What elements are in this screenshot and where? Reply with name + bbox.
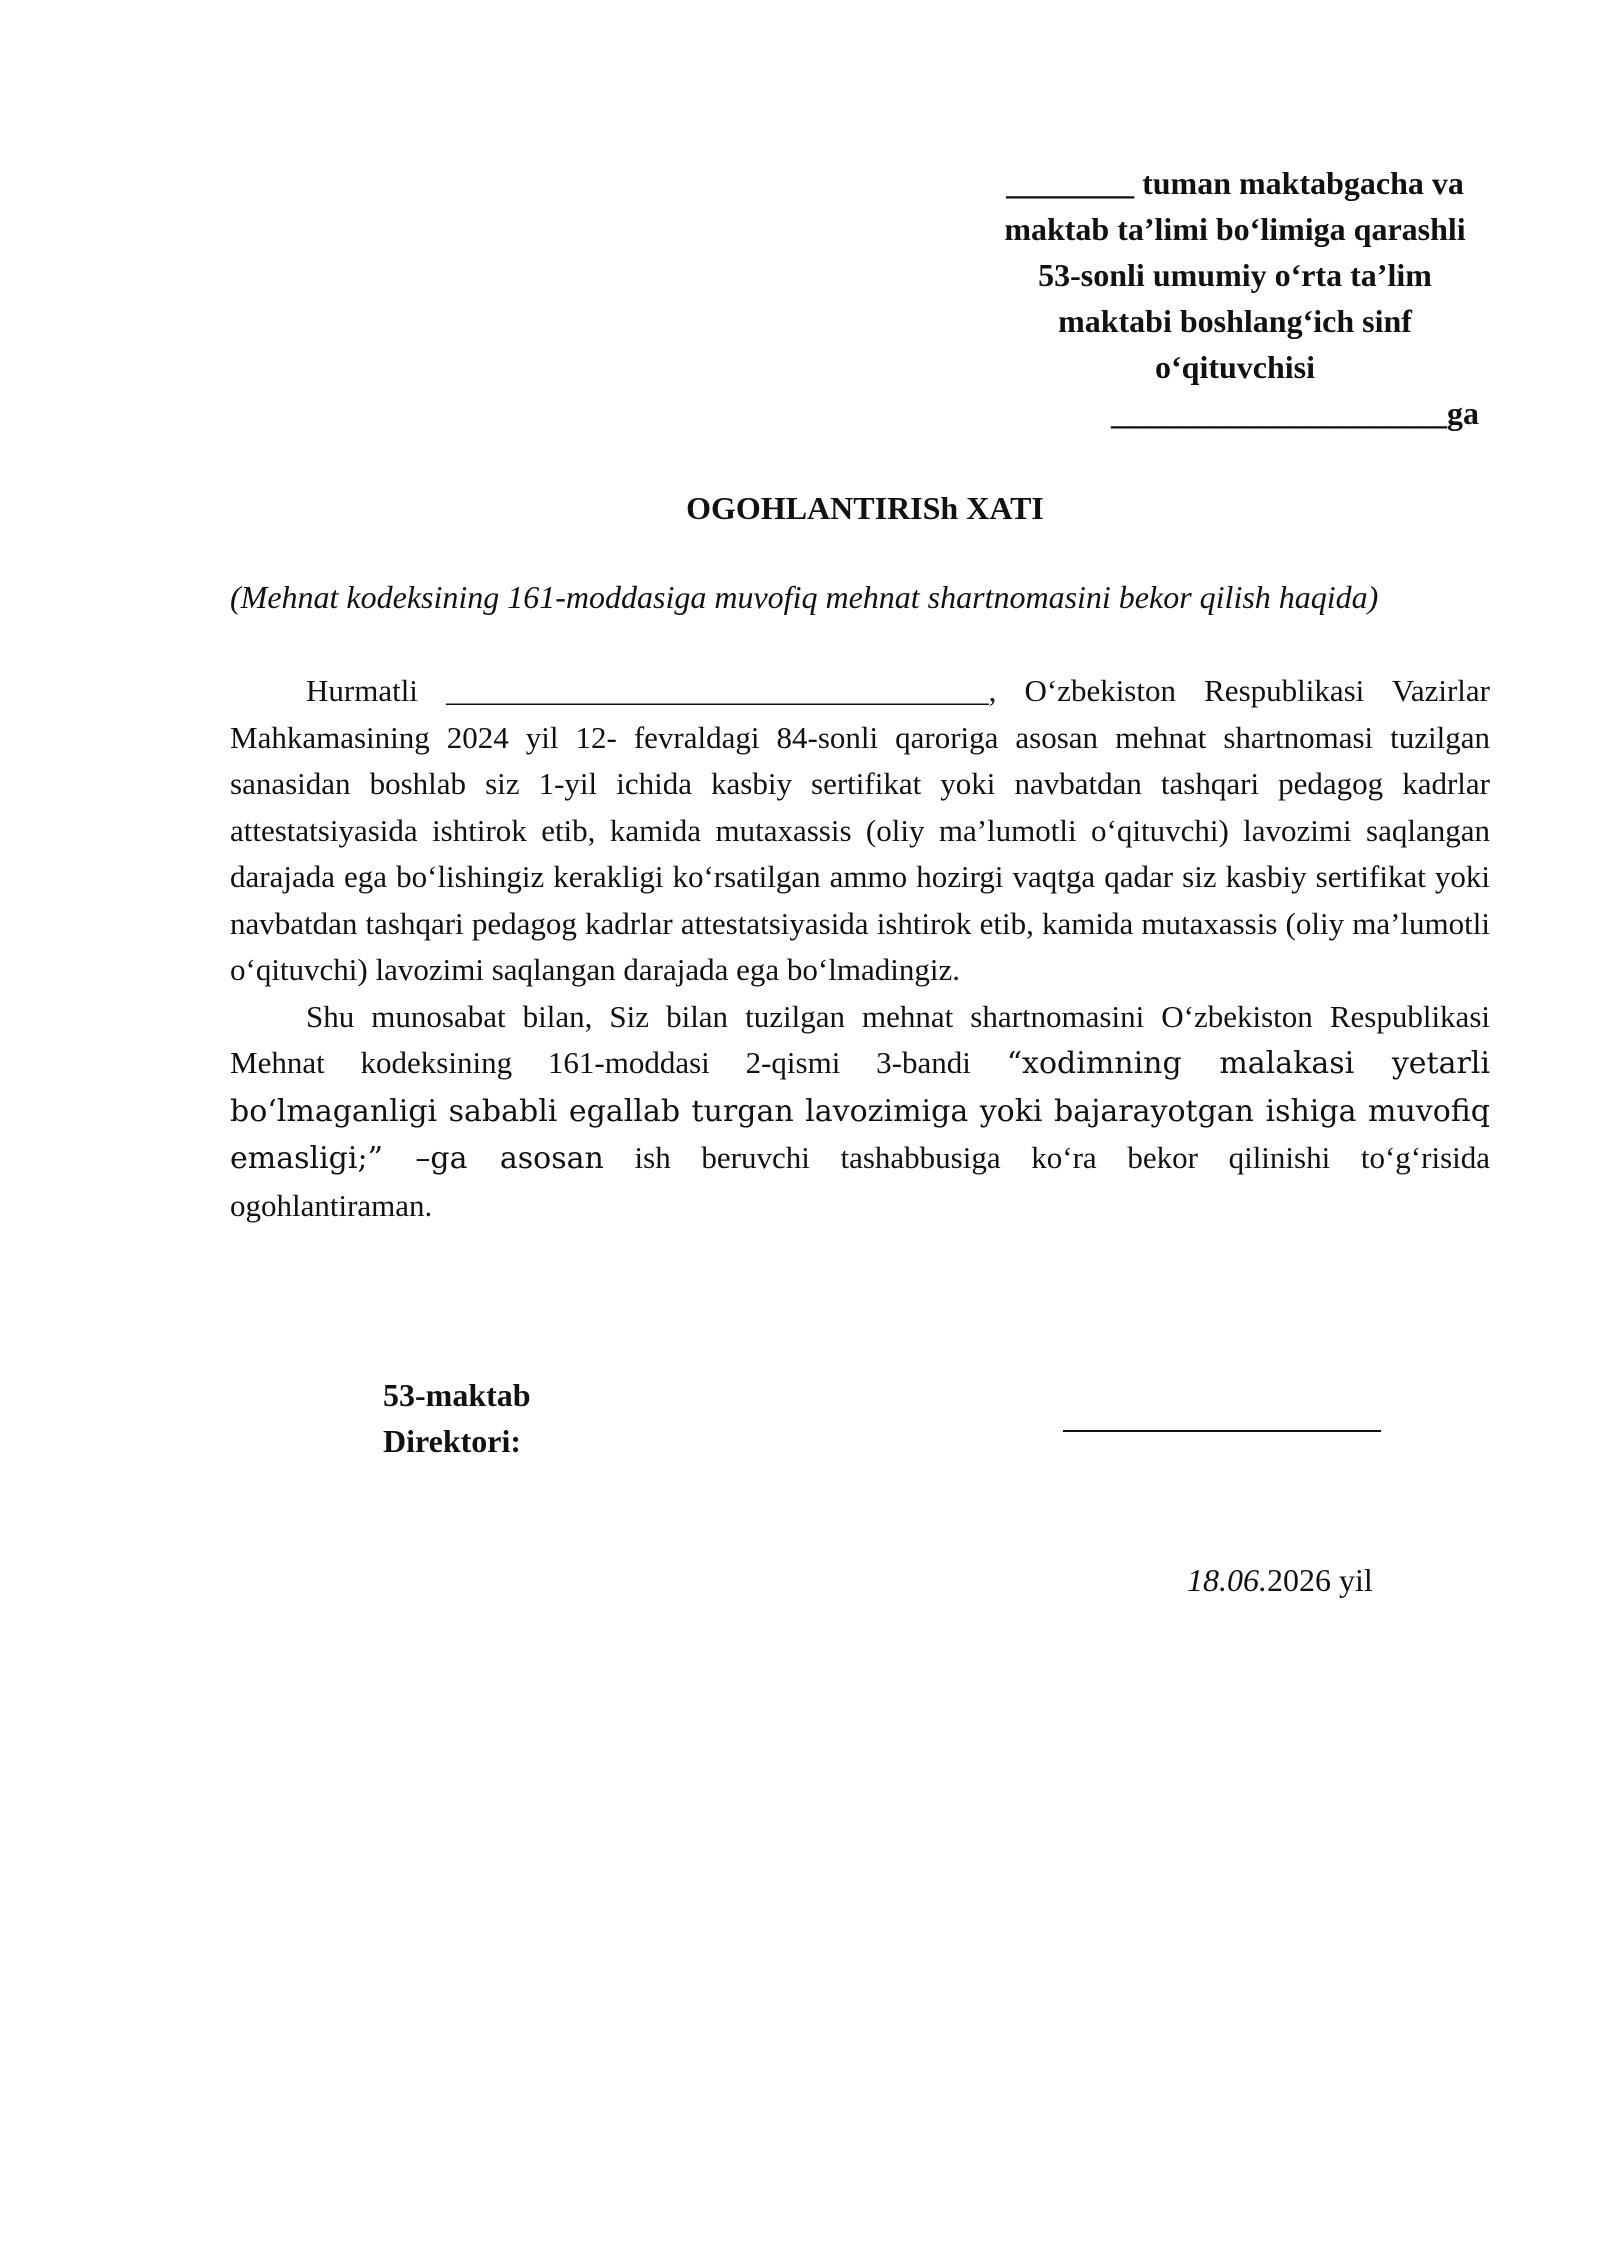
date-day-month: 18.06. [1187,1562,1267,1598]
signatory-block [383,1372,531,1464]
date-year: 2026 yil [1267,1562,1373,1598]
addressee-line-3: 53-sonli umumiy o‘rta ta’lim [1038,257,1432,293]
legal-quote: “xodimning malakasi yetarli bo‘lmaganligi sababli egallab turgan lavozimiga yoki bajarayotgan ishiga muvofiq emasligi;” –ga asosan [230,1046,1490,1176]
letter-body [230,668,1490,1229]
addressee-line-4: maktabi boshlang‘ich sinf [1058,303,1412,339]
addressee-block [955,160,1515,436]
addressee-line-1: ________ tuman maktabgacha va [1006,165,1464,201]
signatory-org: 53-maktab [383,1377,531,1413]
body-paragraph-1: Hurmatli ___________________________________, O‘zbekiston Respublikasi Vazirlar Mahkamasining 2024 yil 12- fevraldagi 84-sonli qaroriga asosan mehnat shartnomasi tuzilgan sanasidan boshlab siz 1-yil ichida kasbiy sertifikat yoki navbatdan tashqari pedagog kadrlar attestatsiyasida ishtirok etib, kamida mutaxassis (oliy ma’lumotli o‘qituvchi) lavozimi saqlangan darajada ega bo‘lishingiz kerakligi ko‘rsatilgan ammo hozirgi vaqtga qadar siz kasbiy sertifikat yoki navbatdan tashqari pedagog kadrlar attestatsiyasida ishtirok etib, kamida mutaxassis (oliy ma’lumotli o‘qituvchi) lavozimi saqlangan darajada ega bo‘lmadingiz. [230,673,1490,987]
signatory-position: Direktori: [383,1423,522,1459]
addressee-name-blank: _____________________ga [1111,395,1479,431]
document-subtitle: (Mehnat kodeksining 161-moddasiga muvofiq mehnat shartnomasini bekor qilish haqida) [230,579,1379,615]
document-title: OGOHLANTIRISh XATI [686,490,1044,526]
signature-line [1063,1430,1381,1432]
body-paragraph-2 [230,994,1490,1230]
paragraph-2-end: ish beruvchi tashabbusiga ko‘ra bekor qilinishi to‘g‘risida ogohlantiraman. [230,1140,1490,1223]
addressee-line-2: maktab ta’limi bo‘limiga qarashli [1004,211,1466,247]
paragraph-2-start: Shu munosabat bilan, Siz bilan tuzilgan mehnat shartnomasini O‘zbekiston Respublikasi Mehnat kodeksining 161-moddasi 2-qismi 3-bandi [230,998,1490,1080]
document-date [1187,1558,1373,1602]
addressee-line-5: o‘qituvchisi [1154,349,1316,385]
